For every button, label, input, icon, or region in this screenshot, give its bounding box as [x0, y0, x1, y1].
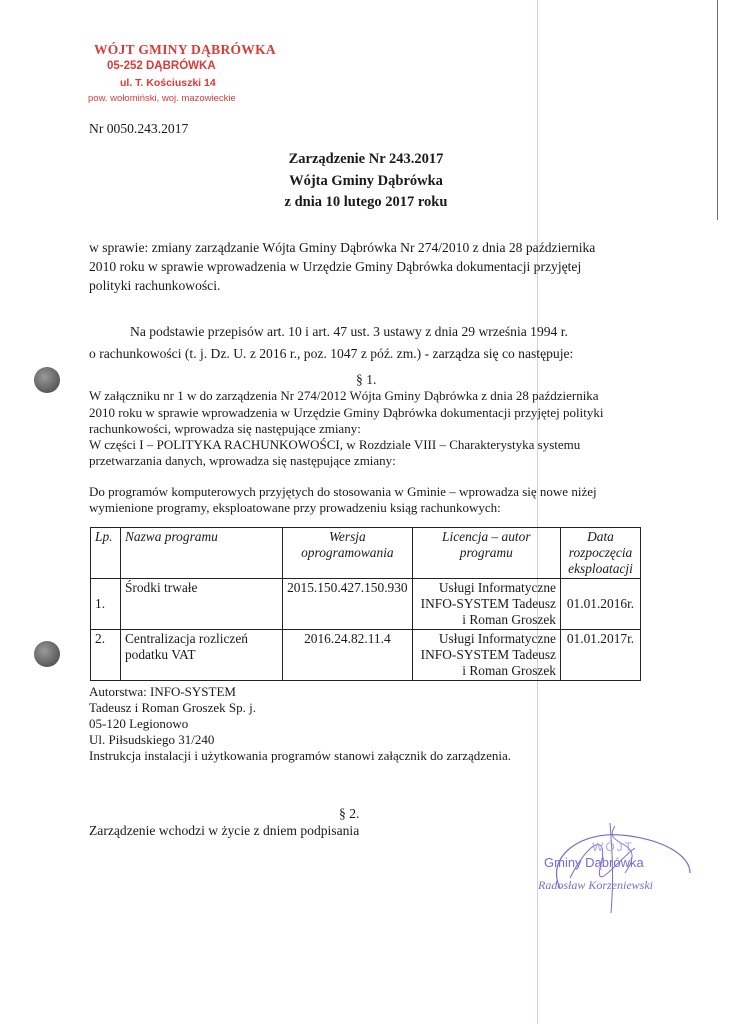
row-program-name: Środki trwałe: [120, 579, 282, 630]
subject-line: polityki rachunkowości.: [89, 278, 221, 293]
document-title-line-2: Wójta Gminy Dąbrówka: [289, 173, 443, 189]
row-version: 2015.150.427.150.930: [283, 579, 413, 630]
programs-intro-line: Do programów komputerowych przyjętych do stosowania w Gminie – wprowadza się nowe niżej: [89, 484, 597, 499]
row-start-date: 01.01.2016r.: [561, 579, 641, 630]
subject-line: 2010 roku w sprawie wprowadzenia w Urzędzie Gminy Dąbrówka dokumentacji przyjętej: [89, 259, 582, 274]
table-header-row: [91, 528, 641, 579]
header-lp: Lp.: [91, 528, 121, 579]
header-version: Wersja oprogramowania: [283, 528, 413, 579]
row-lp: 2.: [91, 630, 121, 681]
punch-hole-bottom: [34, 641, 60, 667]
row-program-name: Centralizacja rozliczeń podatku VAT: [120, 630, 282, 681]
section-1-line: rachunkowości, wprowadza się następujące zmiany:: [89, 421, 361, 436]
authors-line: Tadeusz i Roman Groszek Sp. j.: [89, 700, 256, 715]
section-1-line: 2010 roku w sprawie wprowadzenia w Urzędzie Gminy Dąbrówka dokumentacji przyjętej polityki: [89, 405, 604, 420]
stamp-line-2: 05-252 DĄBRÓWKA: [107, 60, 216, 72]
authors-line: Ul. Piłsudskiego 31/240: [89, 732, 215, 747]
signature-line-3: Radosław Korzeniewski: [538, 878, 654, 892]
section-1-heading: § 1.: [356, 372, 377, 387]
section-2-heading: § 2.: [339, 806, 360, 821]
authors-line: Autorstwa: INFO-SYSTEM: [89, 684, 236, 699]
basis-line: Na podstawie przepisów art. 10 i art. 47 ust. 3 ustawy z dnia 29 września 1994 r.: [130, 324, 568, 339]
row-version: 2016.24.82.11.4: [283, 630, 413, 681]
stamp-line-4: pow. wołomiński, woj. mazowieckie: [88, 93, 236, 104]
document-title-line-1: Zarządzenie Nr 243.2017: [288, 151, 444, 167]
table-row: [91, 630, 641, 681]
section-1-line: W załączniku nr 1 w do zarządzenia Nr 274/2012 Wójta Gminy Dąbrówka z dnia 28 października: [89, 388, 599, 403]
authors-line: Instrukcja instalacji i użytkowania programów stanowi załącznik do zarządzenia.: [89, 748, 511, 763]
signature-line-2: Gminy Dąbrówka: [544, 855, 644, 870]
signature-line-1: WÓJT: [592, 840, 634, 854]
basis-line: o rachunkowości (t. j. Dz. U. z 2016 r., poz. 1047 z póź. zm.) - zarządza się co następuje:: [89, 346, 574, 361]
stamp-line-3: ul. T. Kościuszki 14: [120, 77, 216, 89]
reference-number: Nr 0050.243.2017: [89, 121, 189, 136]
programs-table: [90, 527, 641, 681]
stamp-line-1: WÓJT GMINY DĄBRÓWKA: [94, 42, 276, 57]
section-1-line: przetwarzania danych, wprowadza się następujące zmiany:: [89, 453, 396, 468]
row-lp: 1.: [91, 579, 121, 630]
authors-line: 05-120 Legionowo: [89, 716, 189, 731]
section-2-text: Zarządzenie wchodzi w życie z dniem podpisania: [89, 823, 360, 838]
table-row: [91, 579, 641, 630]
section-1-line: W części I – POLITYKA RACHUNKOWOŚCI, w Rozdziale VIII – Charakterystyka systemu: [89, 437, 581, 452]
header-program-name: Nazwa programu: [120, 528, 282, 579]
subject-line: w sprawie: zmiany zarządzanie Wójta Gminy Dąbrówka Nr 274/2010 z dnia 28 października: [89, 240, 596, 255]
programs-intro-line: wymienione programy, eksploatowane przy prowadzeniu ksiąg rachunkowych:: [89, 500, 501, 515]
document-title-line-3: z dnia 10 lutego 2017 roku: [284, 194, 448, 210]
punch-hole-top: [34, 367, 60, 393]
row-license: Usługi Informatyczne INFO-SYSTEM Tadeusz i Roman Groszek: [412, 579, 560, 630]
header-start-date: Data rozpoczęcia eksploatacji: [561, 528, 641, 579]
row-start-date: 01.01.2017r.: [561, 630, 641, 681]
row-license: Usługi Informatyczne INFO-SYSTEM Tadeusz i Roman Groszek: [412, 630, 560, 681]
header-license: Licencja – autor programu: [412, 528, 560, 579]
